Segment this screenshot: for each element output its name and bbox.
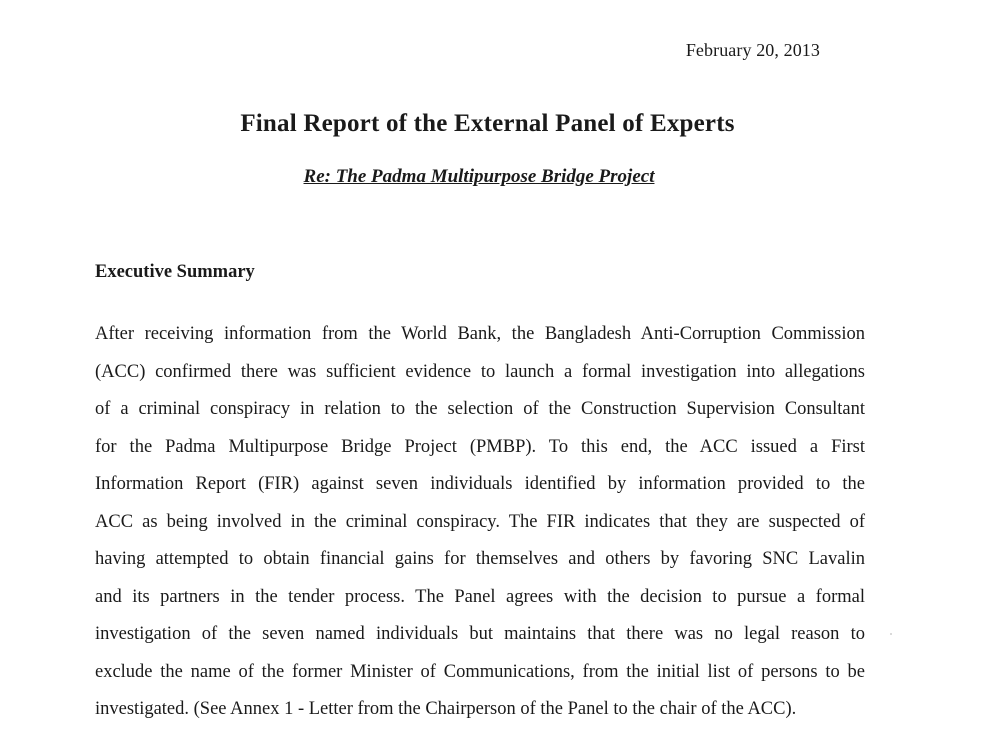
document-date: February 20, 2013 (685, 40, 820, 60)
paragraph-line: ACC as being involved in the criminal conspiracy. The FIR indicates that they are suspected of (95, 511, 865, 532)
paragraph-line: investigated. (See Annex 1 - Letter from the Chairperson of the Panel to the chair of the ACC). (95, 699, 797, 719)
paragraph-line: having attempted to obtain financial gains for themselves and others by favoring SNC Lavalin (95, 549, 865, 569)
paragraph-line: Information Report (FIR) against seven individuals identified by information provided to the (95, 474, 865, 494)
paragraph-line: of a criminal conspiracy in relation to the selection of the Construction Supervision Consultant (95, 399, 865, 419)
scan-speck (890, 633, 892, 635)
document-title: Final Report of the External Panel of Experts (240, 110, 735, 137)
paragraph-line: and its partners in the tender process. The Panel agrees with the decision to pursue a formal (95, 586, 865, 607)
paragraph-line: After receiving information from the World Bank, the Bangladesh Anti-Corruption Commission (95, 324, 865, 344)
executive-summary-paragraph (95, 316, 865, 729)
paragraph-line: exclude the name of the former Minister of Communications, from the initial list of persons to be (95, 661, 865, 682)
section-heading: Executive Summary (95, 262, 255, 282)
document-subtitle: Re: The Padma Multipurpose Bridge Project (303, 166, 655, 187)
paragraph-line: investigation of the seven named individuals but maintains that there was no legal reason to (95, 624, 865, 644)
paragraph-line: (ACC) confirmed there was sufficient evidence to launch a formal investigation into allegations (95, 361, 865, 382)
paragraph-line: for the Padma Multipurpose Bridge Project (PMBP). To this end, the ACC issued a First (95, 436, 865, 457)
